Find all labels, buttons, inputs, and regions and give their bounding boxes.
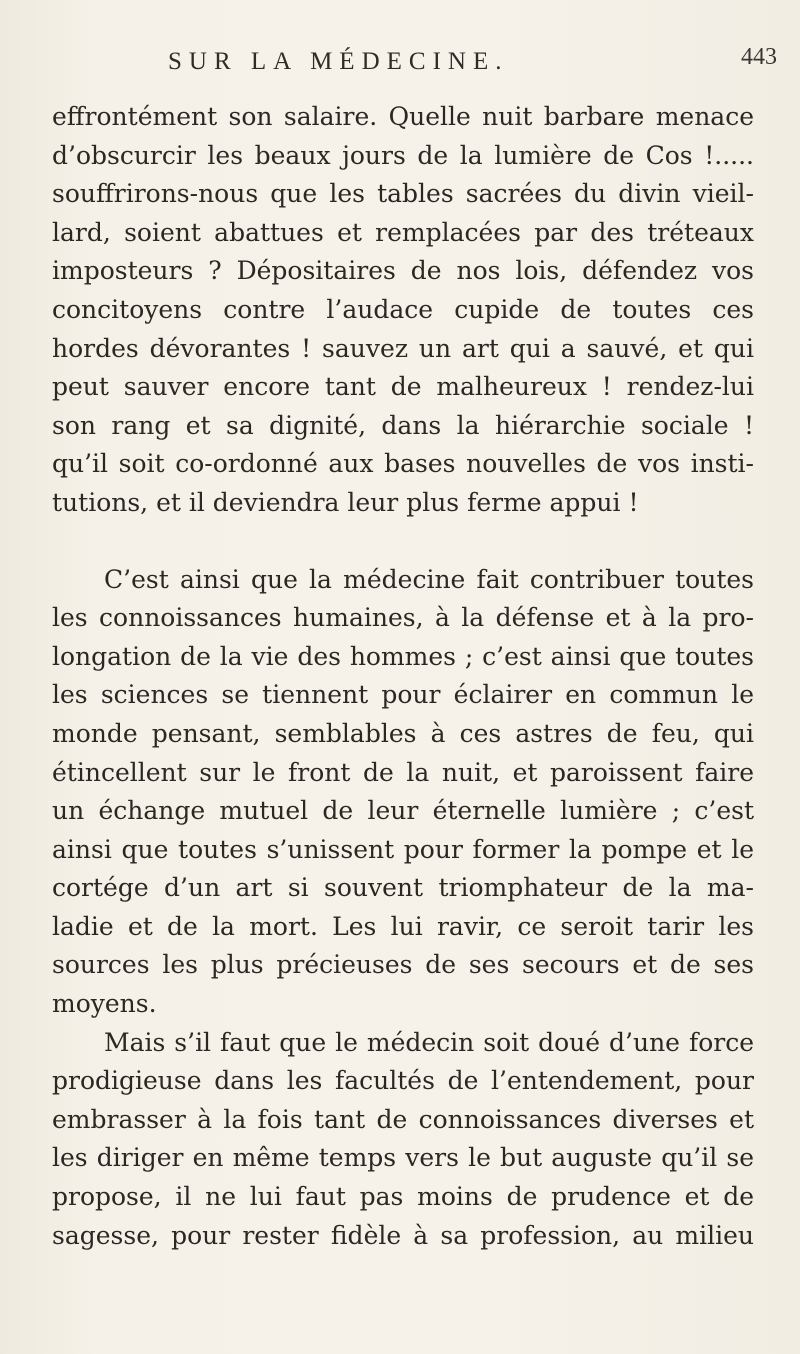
text-line: prodigieuse dans les facultés de l’entendement, pour <box>52 1066 754 1096</box>
text-line: ladie et de la mort. Les lui ravir, ce seroit tarir les <box>52 911 754 941</box>
paragraph-1 <box>52 98 754 523</box>
text-line: sources les plus précieuses de ses secours et de ses <box>52 950 754 980</box>
text-line: Mais s’il faut que le médecin soit doué d’une force <box>104 1027 754 1057</box>
text-line: les sciences se tiennent pour éclairer en commun le <box>52 680 754 710</box>
text-line: qu’il soit co-ordonné aux bases nouvelles de vos insti- <box>52 449 754 479</box>
text-line: hordes dévorantes ! sauvez un art qui a sauvé, et qui <box>52 333 754 363</box>
text-line: les connoissances humaines, à la défense et à la pro- <box>52 603 754 633</box>
text-line: sagesse, pour rester fidèle à sa profession, au milieu <box>52 1220 754 1250</box>
text-line: les diriger en même temps vers le but auguste qu’il se <box>52 1143 754 1173</box>
text-line: embrasser à la fois tant de connoissances diverses et <box>52 1104 754 1134</box>
page-number: 443 <box>741 44 777 70</box>
text-line: concitoyens contre l’audace cupide de toutes ces <box>52 294 754 324</box>
paragraph-spacer <box>52 523 754 561</box>
text-line: longation de la vie des hommes ; c’est ainsi que toutes <box>52 641 754 671</box>
text-line: un échange mutuel de leur éternelle lumière ; c’est <box>52 796 754 826</box>
running-head: SUR LA MÉDECINE. <box>168 48 509 75</box>
text-line: cortége d’un art si souvent triomphateur de la ma- <box>52 873 754 903</box>
paragraph-3 <box>52 1024 754 1256</box>
text-line: propose, il ne lui faut pas moins de prudence et de <box>52 1182 754 1212</box>
text-line: monde pensant, semblables à ces astres de feu, qui <box>52 718 754 748</box>
text-line: imposteurs ? Dépositaires de nos lois, défendez vos <box>52 256 754 286</box>
text-line: son rang et sa dignité, dans la hiérarchie sociale ! <box>52 410 754 440</box>
text-line: étincellent sur le front de la nuit, et paroissent faire <box>52 757 754 787</box>
text-line: ainsi que toutes s’unissent pour former la pompe et le <box>52 834 754 864</box>
text-line: souffrirons-nous que les tables sacrées du divin vieil- <box>52 179 754 209</box>
text-line: lard, soient abattues et remplacées par des tréteaux <box>52 217 754 247</box>
text-line: peut sauver encore tant de malheureux ! rendez-lui <box>52 372 754 402</box>
text-line: C’est ainsi que la médecine fait contribuer toutes <box>104 564 754 594</box>
text-line: tutions, et il deviendra leur plus ferme appui ! <box>52 487 639 517</box>
text-line: effrontément son salaire. Quelle nuit barbare menace <box>52 102 754 131</box>
paragraph-2 <box>52 561 754 1024</box>
text-line: moyens. <box>52 989 157 1019</box>
body-text <box>52 98 754 1255</box>
text-line: d’obscurcir les beaux jours de la lumière de Cos !..... <box>52 140 754 170</box>
